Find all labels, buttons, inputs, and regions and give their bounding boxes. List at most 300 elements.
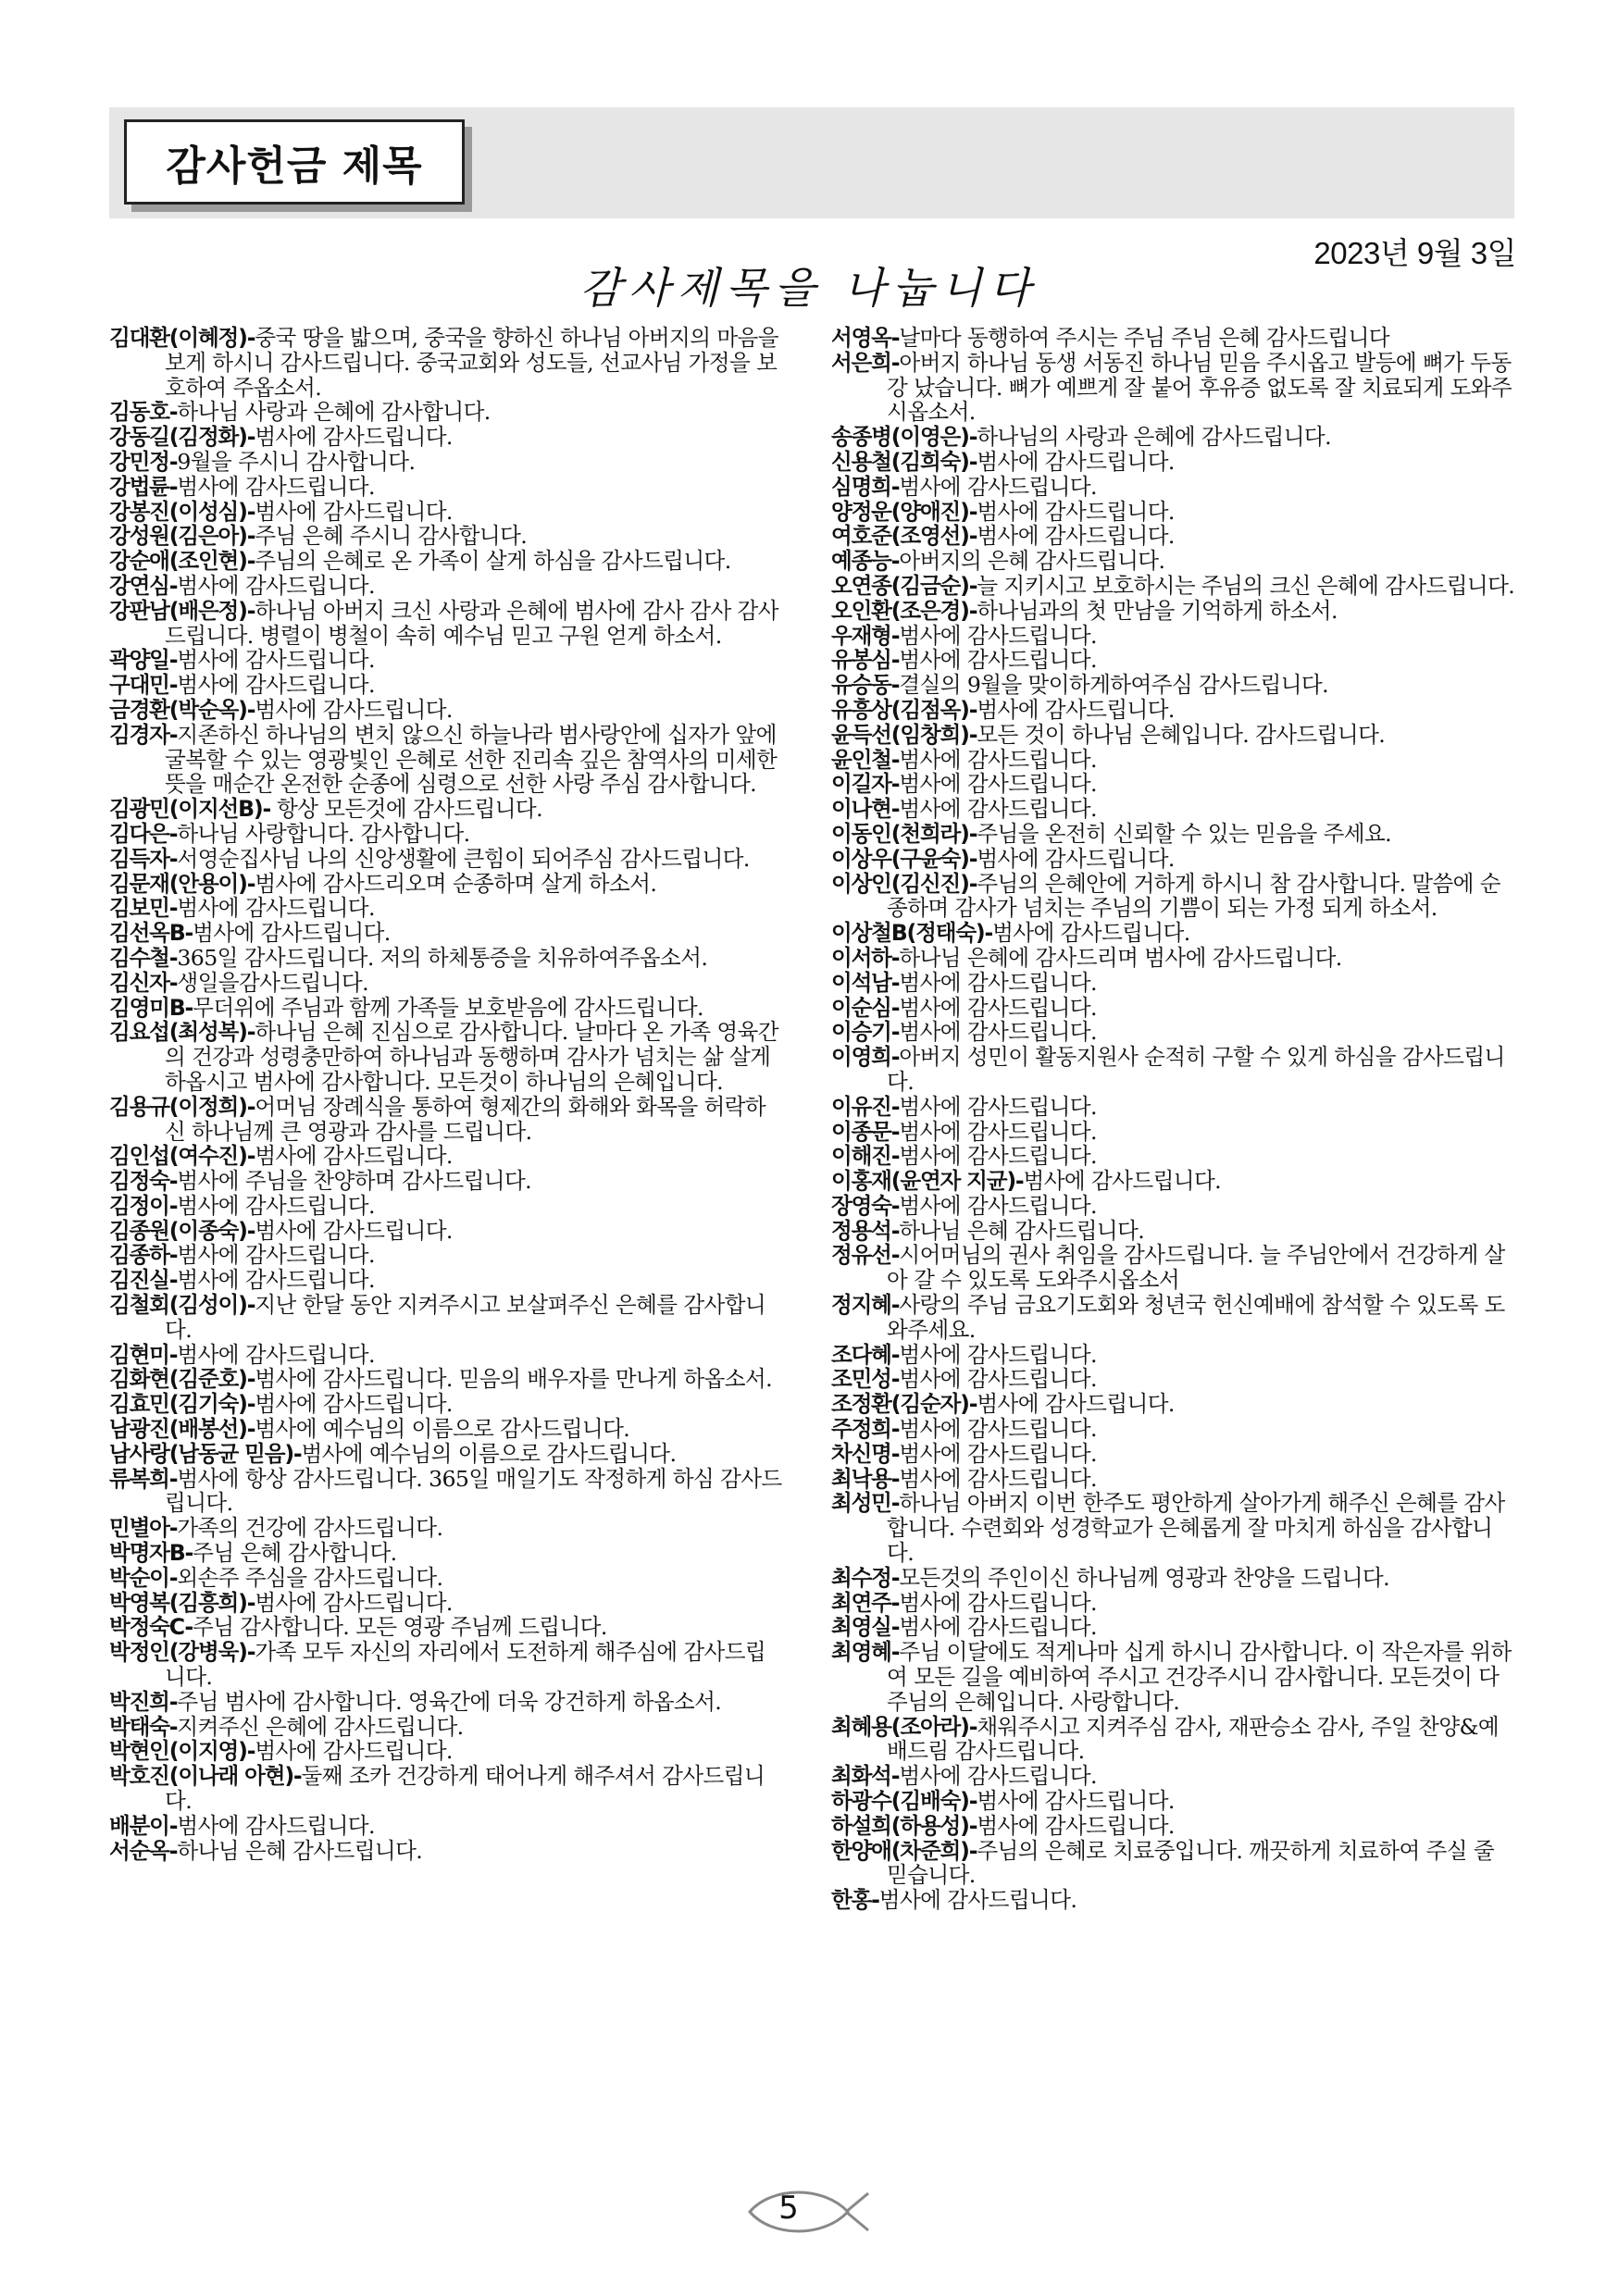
- thanks-entry: [109, 1739, 785, 1764]
- donor-name: 김문재(안용이)-: [109, 870, 255, 897]
- thanks-entry: [831, 797, 1516, 822]
- thanks-text: 사랑의 주님 금요기도회와 청년국 헌신예배에 참석할 수 있도록 도와주세요.: [887, 1292, 1505, 1343]
- page-number-badge: [744, 2182, 874, 2241]
- donor-name: 배분이-: [109, 1812, 178, 1839]
- thanks-entry: [831, 1640, 1516, 1714]
- donor-name: 김신자-: [109, 969, 178, 996]
- thanks-entry: [831, 475, 1516, 500]
- donor-name: 박진희-: [109, 1688, 178, 1715]
- thanks-text: 범사에 감사드립니다.: [899, 1440, 1097, 1467]
- donor-name: 조정환(김순자)-: [831, 1391, 977, 1418]
- thanks-text: 하나님 아버지 이번 한주도 평안하게 살아가게 해주신 은혜를 감사합니다. 수련회와 성경학교가 은혜롭게 잘 마치게 하심을 감사합니다.: [887, 1490, 1505, 1567]
- thanks-entry: [109, 1169, 785, 1194]
- thanks-text: 범사에 감사드립니다.: [177, 1812, 375, 1839]
- page-title: 감사헌금 제목: [124, 119, 465, 205]
- thanks-text: 항상 모든것에 감사드립니다.: [270, 796, 542, 823]
- thanks-text: 지존하신 하나님의 변치 않으신 하늘나라 범사랑안에 십자가 앞에 굴복할 수 있는 영광빛인 은혜로 선한 진리속 깊은 참역사의 미세한 뜻을 매순간 온전한 순종에 심령으로 선한 사랑 주심 감사합니다.: [165, 721, 778, 798]
- thanks-entry: [831, 351, 1516, 425]
- donor-name: 김광민(이지선B)-: [109, 796, 271, 823]
- thanks-entry: [831, 698, 1516, 723]
- section-subtitle: 감사제목을 나눕니다: [579, 263, 1039, 313]
- thanks-text: 지켜주신 은혜에 감사드립니다.: [177, 1713, 464, 1740]
- donor-name: 김다은-: [109, 820, 178, 847]
- donor-name: 강봉진(이성심)-: [109, 498, 255, 525]
- donor-name: 예종능-: [831, 548, 900, 575]
- thanks-text: 범사에 감사드립니다.: [899, 473, 1097, 500]
- donor-name: 윤인철-: [831, 746, 900, 773]
- thanks-entry: [109, 1268, 785, 1293]
- donor-name: 최수정-: [831, 1564, 900, 1591]
- thanks-text: 범사에 감사드립니다.: [899, 994, 1097, 1021]
- thanks-text: 주님을 온전히 신뢰할 수 있는 믿음을 주세요.: [977, 820, 1392, 847]
- donor-name: 이상철B(정태숙)-: [831, 920, 993, 947]
- thanks-text: 범사에 감사드립니다.: [177, 1341, 375, 1368]
- thanks-entry: [109, 599, 785, 649]
- thanks-text: 범사에 감사드립니다.: [977, 498, 1175, 525]
- thanks-text: 범사에 감사드리오며 순종하며 살게 하소서.: [255, 870, 657, 897]
- thanks-text: 주님의 은혜로 치료중입니다. 깨끗하게 치료하여 주실 줄 믿습니다.: [887, 1837, 1495, 1889]
- donor-name: 이나현-: [831, 796, 900, 823]
- thanks-text: 늘 지키시고 보호하시는 주님의 크신 은혜에 감사드립니다.: [977, 572, 1515, 599]
- thanks-entry: [831, 1764, 1516, 1789]
- donor-name: 남광진(배봉선)-: [109, 1416, 255, 1443]
- thanks-text: 범사에 감사드립니다.: [899, 1019, 1097, 1046]
- donor-name: 오연종(김금순)-: [831, 572, 977, 599]
- page-footer: [0, 2182, 1618, 2245]
- thanks-entry: [109, 1243, 785, 1268]
- thanks-entry: [831, 723, 1516, 748]
- donor-name: 김인섭(여수진)-: [109, 1143, 255, 1170]
- thanks-text: 채워주시고 지켜주심 감사, 재판승소 감사, 주일 찬양&예배드림 감사드립니다.: [887, 1713, 1500, 1765]
- thanks-text: 9월을 주시니 감사합니다.: [177, 448, 416, 475]
- thanks-text: 범사에 항상 감사드립니다. 365일 매일기도 작정하게 하심 감사드립니다.: [165, 1465, 782, 1517]
- thanks-text: 범사에 감사드립니다.: [977, 1788, 1175, 1815]
- thanks-text: 둘째 조카 건강하게 태어나게 해주셔서 감사드립니다.: [165, 1763, 765, 1815]
- thanks-text: 하나님 은혜 감사드립니다.: [899, 1217, 1145, 1244]
- donor-name: 김정이-: [109, 1192, 178, 1219]
- thanks-text: 범사에 감사드립니다.: [899, 1341, 1097, 1368]
- donor-name: 강판남(배은정)-: [109, 597, 255, 624]
- thanks-text: 범사에 감사드립니다.: [878, 1887, 1077, 1914]
- donor-name: 김보민-: [109, 895, 178, 922]
- thanks-entry: [831, 1839, 1516, 1889]
- thanks-text: 범사에 감사드립니다.: [177, 572, 375, 599]
- thanks-entry: [109, 574, 785, 599]
- thanks-entry: [831, 946, 1516, 971]
- thanks-entry: [109, 475, 785, 500]
- page-number: 5: [778, 2190, 799, 2227]
- donor-name: 김종하-: [109, 1242, 178, 1269]
- thanks-text: 시어머님의 권사 취임을 감사드립니다. 늘 주님안에서 건강하게 살아 갈 수 있도록 도와주시옵소서: [887, 1242, 1505, 1294]
- donor-name: 유흥상(김점옥)-: [831, 696, 977, 723]
- thanks-text: 범사에 감사드립니다.: [177, 473, 375, 500]
- donor-name: 한양애(차준희)-: [831, 1837, 977, 1864]
- donor-name: 김경자-: [109, 721, 178, 748]
- donor-name: 강순애(조인현)-: [109, 548, 255, 575]
- thanks-entry: [109, 673, 785, 698]
- thanks-text: 생일을감사드립니다.: [177, 969, 368, 996]
- thanks-entry: [109, 971, 785, 996]
- thanks-text: 범사에 감사드립니다.: [899, 1465, 1097, 1492]
- donor-name: 이상인(김신진)-: [831, 870, 977, 897]
- thanks-text: 범사에 감사드립니다.: [977, 1812, 1175, 1839]
- thanks-entry: [831, 1442, 1516, 1467]
- donor-name: 우재형-: [831, 622, 900, 649]
- thanks-entry: [109, 946, 785, 971]
- donor-name: 박현인(이지영)-: [109, 1738, 255, 1765]
- thanks-entry: [109, 1615, 785, 1640]
- donor-name: 오인환(조은경)-: [831, 597, 977, 624]
- thanks-text: 주님의 은혜로 온 가족이 살게 하심을 감사드립니다.: [255, 548, 731, 575]
- donor-name: 김요섭(최성복)-: [109, 1019, 255, 1046]
- thanks-entry: [831, 1243, 1516, 1293]
- donor-name: 박명자B-: [109, 1540, 193, 1567]
- donor-name: 정유선-: [831, 1242, 900, 1269]
- thanks-text: 주님의 은혜안에 거하게 하시니 참 감사합니다. 말씀에 순종하며 감사가 넘치는 주님의 기쁨이 되는 가정 되게 하소서.: [887, 870, 1500, 922]
- thanks-text: 범사에 예수님의 이름으로 감사드립니다.: [301, 1440, 677, 1467]
- thanks-text: 하나님 은혜 감사드립니다.: [177, 1837, 423, 1864]
- thanks-text: 주님 감사합니다. 모든 영광 주님께 드립니다.: [193, 1614, 607, 1641]
- thanks-text: 범사에 감사드립니다.: [977, 696, 1175, 723]
- thanks-entry: [109, 1839, 785, 1864]
- thanks-entry: [109, 1467, 785, 1517]
- thanks-entry: [109, 1566, 785, 1591]
- thanks-entry: [109, 1417, 785, 1442]
- thanks-entry: [109, 500, 785, 525]
- thanks-text: 범사에 감사드립니다.: [977, 523, 1175, 550]
- thanks-entry: [109, 872, 785, 897]
- donor-name: 최혜용(조아라)-: [831, 1713, 977, 1740]
- donor-name: 강동길(김정화)-: [109, 424, 255, 451]
- thanks-text: 범사에 감사드립니다.: [977, 448, 1175, 475]
- thanks-entry: [831, 326, 1516, 351]
- thanks-entry: [831, 1169, 1516, 1194]
- donor-name: 이유진-: [831, 1093, 900, 1120]
- thanks-text: 범사에 감사드립니다.: [193, 920, 391, 947]
- thanks-entry: [831, 1293, 1516, 1343]
- thanks-entry: [831, 1615, 1516, 1640]
- thanks-text: 범사에 감사드립니다.: [255, 1738, 453, 1765]
- thanks-entry: [831, 847, 1516, 872]
- thanks-text: 하나님과의 첫 만남을 기억하게 하소서.: [977, 597, 1338, 624]
- thanks-text: 범사에 감사드립니다.: [899, 1093, 1097, 1120]
- thanks-entry: [109, 896, 785, 921]
- donor-name: 서순옥-: [109, 1837, 178, 1864]
- donor-name: 이영희-: [831, 1044, 900, 1071]
- thanks-entry: [109, 326, 785, 400]
- bulletin-date: 2023년 9월 3일: [1313, 236, 1516, 270]
- thanks-text: 외손주 주심을 감사드립니다.: [177, 1564, 443, 1591]
- donor-name: 박정숙C-: [109, 1614, 193, 1641]
- donor-name: 양정운(양애진)-: [831, 498, 977, 525]
- donor-name: 유봉심-: [831, 647, 900, 674]
- donor-name: 김용규(이정희)-: [109, 1093, 255, 1120]
- thanks-text: 주님 은혜 감사합니다.: [193, 1540, 397, 1567]
- thanks-entry: [109, 698, 785, 723]
- donor-name: 신용철(김희숙)-: [831, 448, 977, 475]
- thanks-entry: [109, 1293, 785, 1343]
- thanks-entry: [831, 1020, 1516, 1045]
- thanks-text: 범사에 감사드립니다.: [899, 622, 1097, 649]
- thanks-text: 범사에 감사드립니다.: [899, 796, 1097, 823]
- thanks-entry: [109, 1144, 785, 1169]
- donor-name: 윤득선(임창희)-: [831, 721, 977, 748]
- donor-name: 최낙용-: [831, 1465, 900, 1492]
- thanks-text: 하나님의 사랑과 은혜에 감사드립니다.: [977, 424, 1331, 451]
- donor-name: 조민성-: [831, 1366, 900, 1393]
- thanks-text: 범사에 감사드립니다.: [255, 498, 453, 525]
- donor-name: 김정숙-: [109, 1168, 178, 1195]
- thanks-entry: [831, 822, 1516, 847]
- donor-name: 서영옥-: [831, 325, 900, 351]
- thanks-entry: [109, 1541, 785, 1566]
- thanks-text: 범사에 감사드립니다.: [255, 1391, 453, 1418]
- donor-name: 김현미-: [109, 1341, 178, 1368]
- thanks-entry: [109, 1516, 785, 1541]
- thanks-text: 아버지의 은혜 감사드립니다.: [899, 548, 1165, 575]
- thanks-text: 날마다 동행하여 주시는 주님 주님 은혜 감사드립니다: [899, 325, 1389, 351]
- donor-name: 박영복(김흥희)-: [109, 1589, 255, 1616]
- thanks-text: 범사에 감사드립니다.: [899, 647, 1097, 674]
- thanks-entry: [831, 574, 1516, 599]
- donor-name: 박태숙-: [109, 1713, 178, 1740]
- donor-name: 김선옥B-: [109, 920, 193, 947]
- right-column: [831, 326, 1516, 1913]
- left-column: [109, 326, 785, 1863]
- thanks-text: 범사에 감사드립니다.: [899, 1366, 1097, 1393]
- thanks-entry: [831, 524, 1516, 549]
- thanks-entry: [109, 1690, 785, 1715]
- thanks-entry: [831, 1814, 1516, 1839]
- thanks-entry: [831, 971, 1516, 996]
- donor-name: 서은희-: [831, 349, 900, 376]
- thanks-text: 범사에 감사드립니다.: [992, 920, 1190, 947]
- donor-name: 차신명-: [831, 1440, 900, 1467]
- thanks-text: 범사에 감사드립니다.: [255, 696, 453, 723]
- thanks-entry: [109, 847, 785, 872]
- donor-name: 최연주-: [831, 1589, 900, 1616]
- donor-name: 장영숙-: [831, 1192, 900, 1219]
- thanks-entry: [109, 921, 785, 946]
- thanks-entry: [109, 996, 785, 1021]
- thanks-text: 범사에 감사드립니다. 믿음의 배우자를 만나게 하옵소서.: [255, 1366, 773, 1393]
- donor-name: 이상우(구윤숙)-: [831, 845, 977, 872]
- thanks-entry: [831, 673, 1516, 698]
- thanks-entry: [831, 450, 1516, 475]
- thanks-entry: [109, 723, 785, 797]
- thanks-text: 범사에 감사드립니다.: [255, 1143, 453, 1170]
- donor-name: 민별아-: [109, 1515, 178, 1542]
- thanks-text: 범사에 감사드립니다.: [899, 1589, 1097, 1616]
- thanks-entry: [831, 500, 1516, 525]
- thanks-entry: [831, 748, 1516, 773]
- thanks-entry: [831, 872, 1516, 922]
- thanks-text: 하나님 은혜 진심으로 감사합니다. 날마다 온 가족 영육간의 건강과 성령충만하여 하나님과 동행하며 감사가 넘치는 삶 살게 하옵시고 범사에 감사합니다. 모든것이 하나님의 은혜입니다.: [165, 1019, 778, 1095]
- thanks-text: 범사에 감사드립니다.: [177, 1242, 375, 1269]
- thanks-entry: [109, 425, 785, 450]
- thanks-text: 범사에 감사드립니다.: [899, 1143, 1097, 1170]
- thanks-entry: [831, 1491, 1516, 1565]
- thanks-text: 하나님 사랑합니다. 감사합니다.: [177, 820, 470, 847]
- thanks-entry: [831, 1194, 1516, 1219]
- donor-name: 남사랑(남동균 믿음)-: [109, 1440, 302, 1467]
- thanks-entry: [831, 1144, 1516, 1169]
- donor-name: 유승동-: [831, 672, 900, 699]
- thanks-text: 범사에 감사드립니다.: [177, 1192, 375, 1219]
- thanks-entry: [109, 1442, 785, 1467]
- donor-name: 정용석-: [831, 1217, 900, 1244]
- thanks-entry: [831, 1417, 1516, 1442]
- thanks-entry: [109, 1591, 785, 1616]
- donor-name: 박호진(이나래 아현)-: [109, 1763, 302, 1790]
- thanks-text: 주님 이달에도 적게나마 십게 하시니 감사합니다. 이 작은자를 위하여 모든 길을 예비하여 주시고 건강주시니 감사합니다. 모든것이 다 주님의 은혜입니다. 사랑합니다.: [887, 1639, 1512, 1715]
- thanks-text: 어머님 장례식을 통하여 형제간의 화해와 화목을 허락하신 하나님께 큰 영광과 감사를 드립니다.: [165, 1093, 766, 1145]
- thanks-entry: [831, 599, 1516, 624]
- donor-name: 여호준(조영선)-: [831, 523, 977, 550]
- thanks-text: 주님 범사에 감사합니다. 영육간에 더욱 강건하게 하옵소서.: [177, 1688, 722, 1715]
- donor-name: 김영미B-: [109, 994, 193, 1021]
- thanks-entry: [109, 1814, 785, 1839]
- donor-name: 이순심-: [831, 994, 900, 1021]
- thanks-text: 범사에 감사드립니다.: [899, 746, 1097, 773]
- donor-name: 김득자-: [109, 845, 178, 872]
- thanks-entry: [109, 648, 785, 673]
- thanks-entry: [831, 1045, 1516, 1095]
- donor-name: 김동호-: [109, 399, 178, 426]
- thanks-text: 모든 것이 하나님 은혜입니다. 감사드립니다.: [977, 721, 1386, 748]
- donor-name: 김진실-: [109, 1267, 178, 1294]
- thanks-text: 서영순집사님 나의 신앙생활에 큰힘이 되어주심 감사드립니다.: [177, 845, 750, 872]
- thanks-entry: [831, 921, 1516, 946]
- donor-name: 이석남-: [831, 969, 900, 996]
- thanks-entry: [831, 1367, 1516, 1392]
- thanks-text: 주님 은혜 주시니 감사합니다.: [255, 523, 528, 550]
- thanks-entry: [831, 648, 1516, 673]
- thanks-text: 범사에 감사드립니다.: [899, 1118, 1097, 1145]
- thanks-text: 결실의 9월을 맞이하게하여주심 감사드립니다.: [899, 672, 1329, 699]
- donor-name: 구대민-: [109, 672, 178, 699]
- thanks-entry: [831, 1591, 1516, 1616]
- thanks-text: 아버지 성민이 활동지원사 순적히 구할 수 있게 하심을 감사드립니다.: [887, 1044, 1505, 1095]
- thanks-entry: [109, 1764, 785, 1814]
- thanks-text: 범사에 감사드립니다.: [899, 969, 1097, 996]
- thanks-text: 하나님 은혜에 감사드리며 범사에 감사드립니다.: [899, 944, 1342, 971]
- donor-name: 강연심-: [109, 572, 178, 599]
- donor-name: 류복희-: [109, 1465, 178, 1492]
- thanks-text: 중국 땅을 밟으며, 중국을 향하신 하나님 아버지의 마음을 보게 하시니 감사드립니다. 중국교회와 성도들, 선교사님 가정을 보호하여 주옵소서.: [165, 325, 778, 401]
- thanks-entry: [831, 996, 1516, 1021]
- thanks-entry: [109, 1219, 785, 1244]
- donor-name: 금경환(박순옥)-: [109, 696, 255, 723]
- thanks-entry: [109, 1640, 785, 1690]
- thanks-entry: [109, 1343, 785, 1368]
- donor-name: 하설희(하용성)-: [831, 1812, 977, 1839]
- thanks-entry: [109, 549, 785, 574]
- thanks-entry: [831, 1343, 1516, 1368]
- donor-name: 이홍재(윤연자 지균)-: [831, 1168, 1024, 1195]
- donor-name: 곽양일-: [109, 647, 178, 674]
- donor-name: 김대환(이혜정)-: [109, 325, 255, 351]
- thanks-entry: [831, 549, 1516, 574]
- thanks-entry: [109, 400, 785, 425]
- thanks-entry: [831, 1467, 1516, 1492]
- donor-name: 하광수(김배숙)-: [831, 1788, 977, 1815]
- thanks-text: 범사에 감사드립니다.: [899, 1416, 1097, 1443]
- thanks-text: 범사에 감사드립니다.: [177, 895, 375, 922]
- thanks-entry: [831, 1789, 1516, 1814]
- thanks-entry: [831, 1715, 1516, 1765]
- thanks-entry: [831, 1566, 1516, 1591]
- thanks-text: 무더위에 주님과 함께 가족들 보호받음에 감사드립니다.: [193, 994, 703, 1021]
- thanks-text: 가족의 건강에 감사드립니다.: [177, 1515, 443, 1542]
- donor-name: 최성민-: [831, 1490, 900, 1517]
- donor-name: 최영실-: [831, 1614, 900, 1641]
- thanks-entry: [831, 772, 1516, 797]
- donor-name: 최영혜-: [831, 1639, 900, 1666]
- thanks-entry: [831, 425, 1516, 450]
- thanks-text: 범사에 감사드립니다.: [177, 672, 375, 699]
- thanks-text: 범사에 감사드립니다.: [899, 771, 1097, 798]
- donor-name: 강법륜-: [109, 473, 178, 500]
- thanks-text: 범사에 감사드립니다.: [899, 1192, 1097, 1219]
- thanks-entry: [109, 797, 785, 822]
- thanks-entry: [831, 1095, 1516, 1120]
- thanks-entry: [109, 1194, 785, 1219]
- donor-name: 이승기-: [831, 1019, 900, 1046]
- donor-name: 김수철-: [109, 944, 178, 971]
- donor-name: 최화석-: [831, 1763, 900, 1790]
- thanks-text: 범사에 감사드립니다.: [255, 1589, 453, 1616]
- donor-name: 주정희-: [831, 1416, 900, 1443]
- thanks-entry: [109, 1367, 785, 1392]
- thanks-text: 모든것의 주인이신 하나님께 영광과 찬양을 드립니다.: [899, 1564, 1389, 1591]
- thanks-text: 아버지 하나님 동생 서동진 하나님 믿음 주시옵고 발등에 뼈가 두동강 났습니다. 뼈가 예쁘게 잘 붙어 후유증 없도록 잘 치료되게 도와주시옵소서.: [887, 349, 1512, 426]
- thanks-text: 범사에 감사드립니다.: [177, 1267, 375, 1294]
- thanks-text: 범사에 감사드립니다.: [177, 647, 375, 674]
- thanks-text: 범사에 감사드립니다.: [255, 1217, 453, 1244]
- thanks-text: 범사에 감사드립니다.: [899, 1614, 1097, 1641]
- donor-name: 이종문-: [831, 1118, 900, 1145]
- thanks-text: 범사에 주님을 찬양하며 감사드립니다.: [177, 1168, 532, 1195]
- thanks-entry: [831, 624, 1516, 649]
- donor-name: 한홍-: [831, 1887, 879, 1914]
- donor-name: 박정인(강병욱)-: [109, 1639, 255, 1666]
- donor-name: 조다혜-: [831, 1341, 900, 1368]
- thanks-text: 범사에 감사드립니다.: [255, 424, 453, 451]
- donor-name: 이길자-: [831, 771, 900, 798]
- thanks-entry: [109, 822, 785, 847]
- donor-name: 이서하-: [831, 944, 900, 971]
- donor-name: 이해진-: [831, 1143, 900, 1170]
- thanks-text: 범사에 예수님의 이름으로 감사드립니다.: [255, 1416, 630, 1443]
- donor-name: 강성원(김은아)-: [109, 523, 255, 550]
- thanks-text: 지난 한달 동안 지켜주시고 보살펴주신 은혜를 감사합니다.: [165, 1292, 766, 1343]
- thanks-text: 하나님 아버지 크신 사랑과 은혜에 범사에 감사 감사 감사드립니다. 병렬이 병철이 속히 예수님 믿고 구원 얻게 하소서.: [165, 597, 778, 649]
- thanks-entry: [831, 1219, 1516, 1244]
- thanks-entry: [109, 1020, 785, 1094]
- thanks-entry: [109, 524, 785, 549]
- thanks-entry: [109, 1095, 785, 1145]
- donor-name: 김철회(김성이)-: [109, 1292, 255, 1319]
- thanks-text: 범사에 감사드립니다.: [977, 845, 1175, 872]
- thanks-text: 범사에 감사드립니다.: [1023, 1168, 1222, 1195]
- thanks-text: 범사에 감사드립니다.: [899, 1763, 1097, 1790]
- donor-name: 정지혜-: [831, 1292, 900, 1319]
- thanks-entry: [831, 1392, 1516, 1417]
- thanks-entry: [109, 1715, 785, 1740]
- thanks-text: 365일 감사드립니다. 저의 하체통증을 치유하여주옵소서.: [177, 944, 708, 971]
- thanks-entry: [109, 1392, 785, 1417]
